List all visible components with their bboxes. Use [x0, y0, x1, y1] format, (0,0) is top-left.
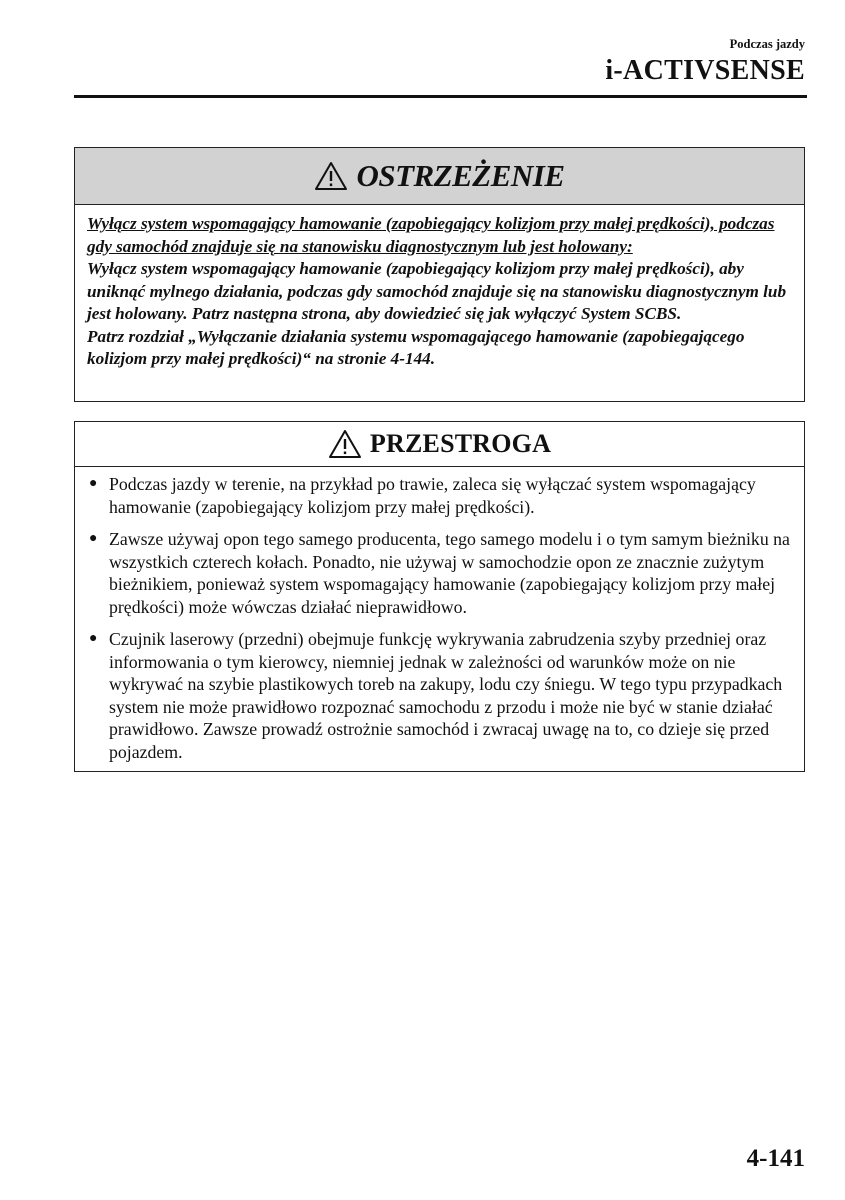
page-number: 4-141 — [746, 1145, 805, 1172]
list-item — [89, 528, 790, 618]
caution-heading: PRZESTROGA — [369, 429, 552, 458]
warning-underlined-text: Wyłącz system wspomagający hamowanie (zapobiegający kolizjom przy małej prędkości), podczas gdy samochód znajduje się na stanowisku diagnostycznym lub jest holowany: — [87, 214, 775, 256]
warning-heading-bar — [75, 148, 804, 205]
warning-body — [75, 205, 804, 371]
header-divider — [74, 95, 807, 98]
section-header: Podczas jazdy — [729, 37, 805, 51]
list-item-text: Czujnik laserowy (przedni) obejmuje funkcję wykrywania zabrudzenia szyby przedniej oraz informowania o tym kierowcy, niemniej jednak w zależności od warunków może on nie wykrywać na szybie plastikowych toreb na zakupy, lodu czy śniegu. W tego typu przypadkach system nie może prawidłowo rozpoznać samochodu z przodu i może nie być w stanie działać prawidłowo. Zawsze prowadź ostrożnie samochód i zwracaj uwagę na to, co dzieje się przed pojazdem. — [109, 629, 783, 762]
bullet-icon: ● — [89, 631, 98, 646]
list-item-text: Zawsze używaj opon tego samego producenta, tego samego modelu i o tym samym bieżniku na wszystkich czterech kołach. Ponadto, nie używaj w samochodzie opon ze znacznie zużytym bieżnikiem, ponieważ system wspomagający hamowanie (zapobiegający kolizjom przy małej prędkości) może wówczas działać nieprawidłowo. — [109, 529, 790, 617]
warning-triangle-icon — [328, 429, 362, 459]
warning-text: Wyłącz system wspomagający hamowanie (zapobiegający kolizjom przy małej prędkości), aby uniknąć mylnego działania, podczas gdy samochód znajduje się na stanowisku diagnostycznym lub jest holowany. Patrz następna strona, aby dowiedzieć się jak wyłączyć System SCBS. — [87, 259, 787, 323]
warning-triangle-icon — [314, 161, 348, 191]
warning-heading: OSTRZEŻENIE — [356, 158, 565, 193]
caution-list — [75, 467, 804, 763]
caution-box — [74, 421, 805, 772]
list-item-text: Podczas jazdy w terenie, na przykład po trawie, zaleca się wyłączać system wspomagający hamowanie (zapobiegający kolizjom przy małej prędkości). — [109, 474, 756, 517]
bullet-icon: ● — [89, 531, 98, 546]
warning-reference: Patrz rozdział „Wyłączanie działania systemu wspomagającego hamowanie (zapobiegającego kolizjom przy małej prędkości)“ na stronie 4-144. — [87, 326, 745, 368]
warning-box — [74, 147, 805, 402]
caution-heading-bar — [75, 422, 804, 467]
chapter-title: i-ACTIVSENSE — [605, 55, 805, 86]
bullet-icon: ● — [89, 476, 98, 491]
list-item — [89, 473, 790, 518]
list-item — [89, 628, 790, 763]
